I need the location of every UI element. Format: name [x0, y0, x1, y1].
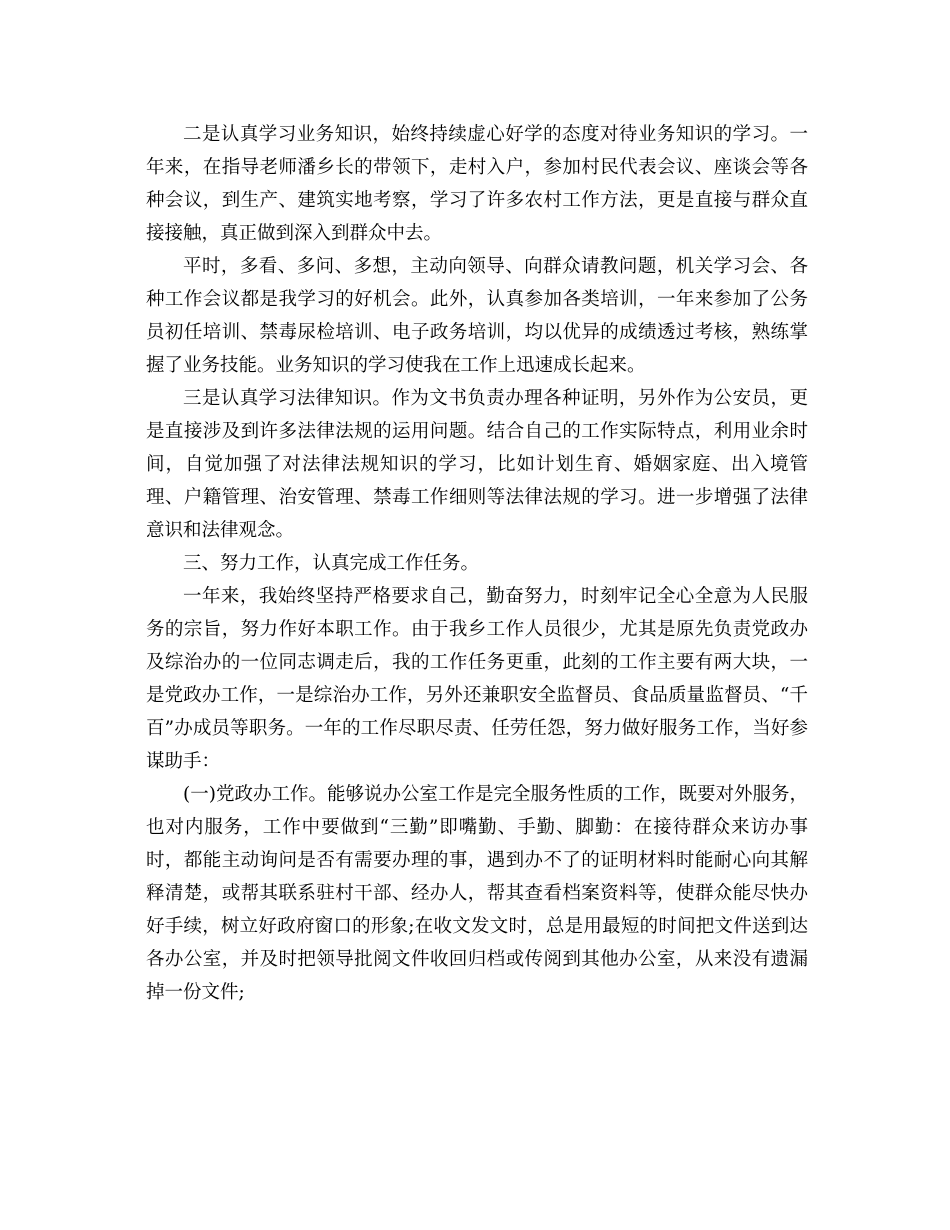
document-body — [146, 118, 808, 1009]
paragraph-1: 二是认真学习业务知识，始终持续虚心好学的态度对待业务知识的学习。一年来，在指导老师潘乡长的带领下，走村入户，参加村民代表会议、座谈会等各种会议，到生产、建筑实地考察，学习了许多农村工作方法，更是直接与群众直接接触，真正做到深入到群众中去。 — [146, 124, 808, 244]
paragraph-5: (一)党政办工作。能够说办公室工作是完全服务性质的工作，既要对外服务，也对内服务，工作中要做到“三勤”即嘴勤、手勤、脚勤：在接待群众来访办事时，都能主动询问是否有需要办理的事，遇到办不了的证明材料时能耐心向其解释清楚，或帮其联系驻村干部、经办人，帮其查看档案资料等，使群众能尽快办好手续，树立好政府窗口的形象;在收文发文时，总是用最短的时间把文件送到达各办公室，并及时把领导批阅文件收回归档或传阅到其他办公室，从来没有遗漏掉一份文件; — [146, 784, 808, 1003]
paragraph-2: 平时，多看、多问、多想，主动向领导、向群众请教问题，机关学习会、各种工作会议都是我学习的好机会。此外，认真参加各类培训，一年来参加了公务员初任培训、禁毒尿检培训、电子政务培训，均以优异的成绩透过考核，熟练掌握了业务技能。业务知识的学习使我在工作上迅速成长起来。 — [146, 256, 808, 376]
paragraph-4: 一年来，我始终坚持严格要求自己，勤奋努力，时刻牢记全心全意为人民服务的宗旨，努力作好本职工作。由于我乡工作人员很少，尤其是原先负责党政办及综治办的一位同志调走后，我的工作任务更重，此刻的工作主要有两大块，一是党政办工作，一是综治办工作，另外还兼职安全监督员、食品质量监督员、“千百”办成员等职务。一年的工作尽职尽责、任劳任怨，努力做好服务工作，当好参谋助手： — [146, 586, 808, 772]
paragraph-3: 三是认真学习法律知识。作为文书负责办理各种证明，另外作为公安员，更是直接涉及到许多法律法规的运用问题。结合自己的工作实际特点，利用业余时间，自觉加强了对法律法规知识的学习，比如计划生育、婚姻家庭、出入境管理、户籍管理、治安管理、禁毒工作细则等法律法规的学习。进一步增强了法律意识和法律观念。 — [146, 388, 808, 541]
section-heading: 三、努力工作，认真完成工作任务。 — [183, 553, 480, 574]
